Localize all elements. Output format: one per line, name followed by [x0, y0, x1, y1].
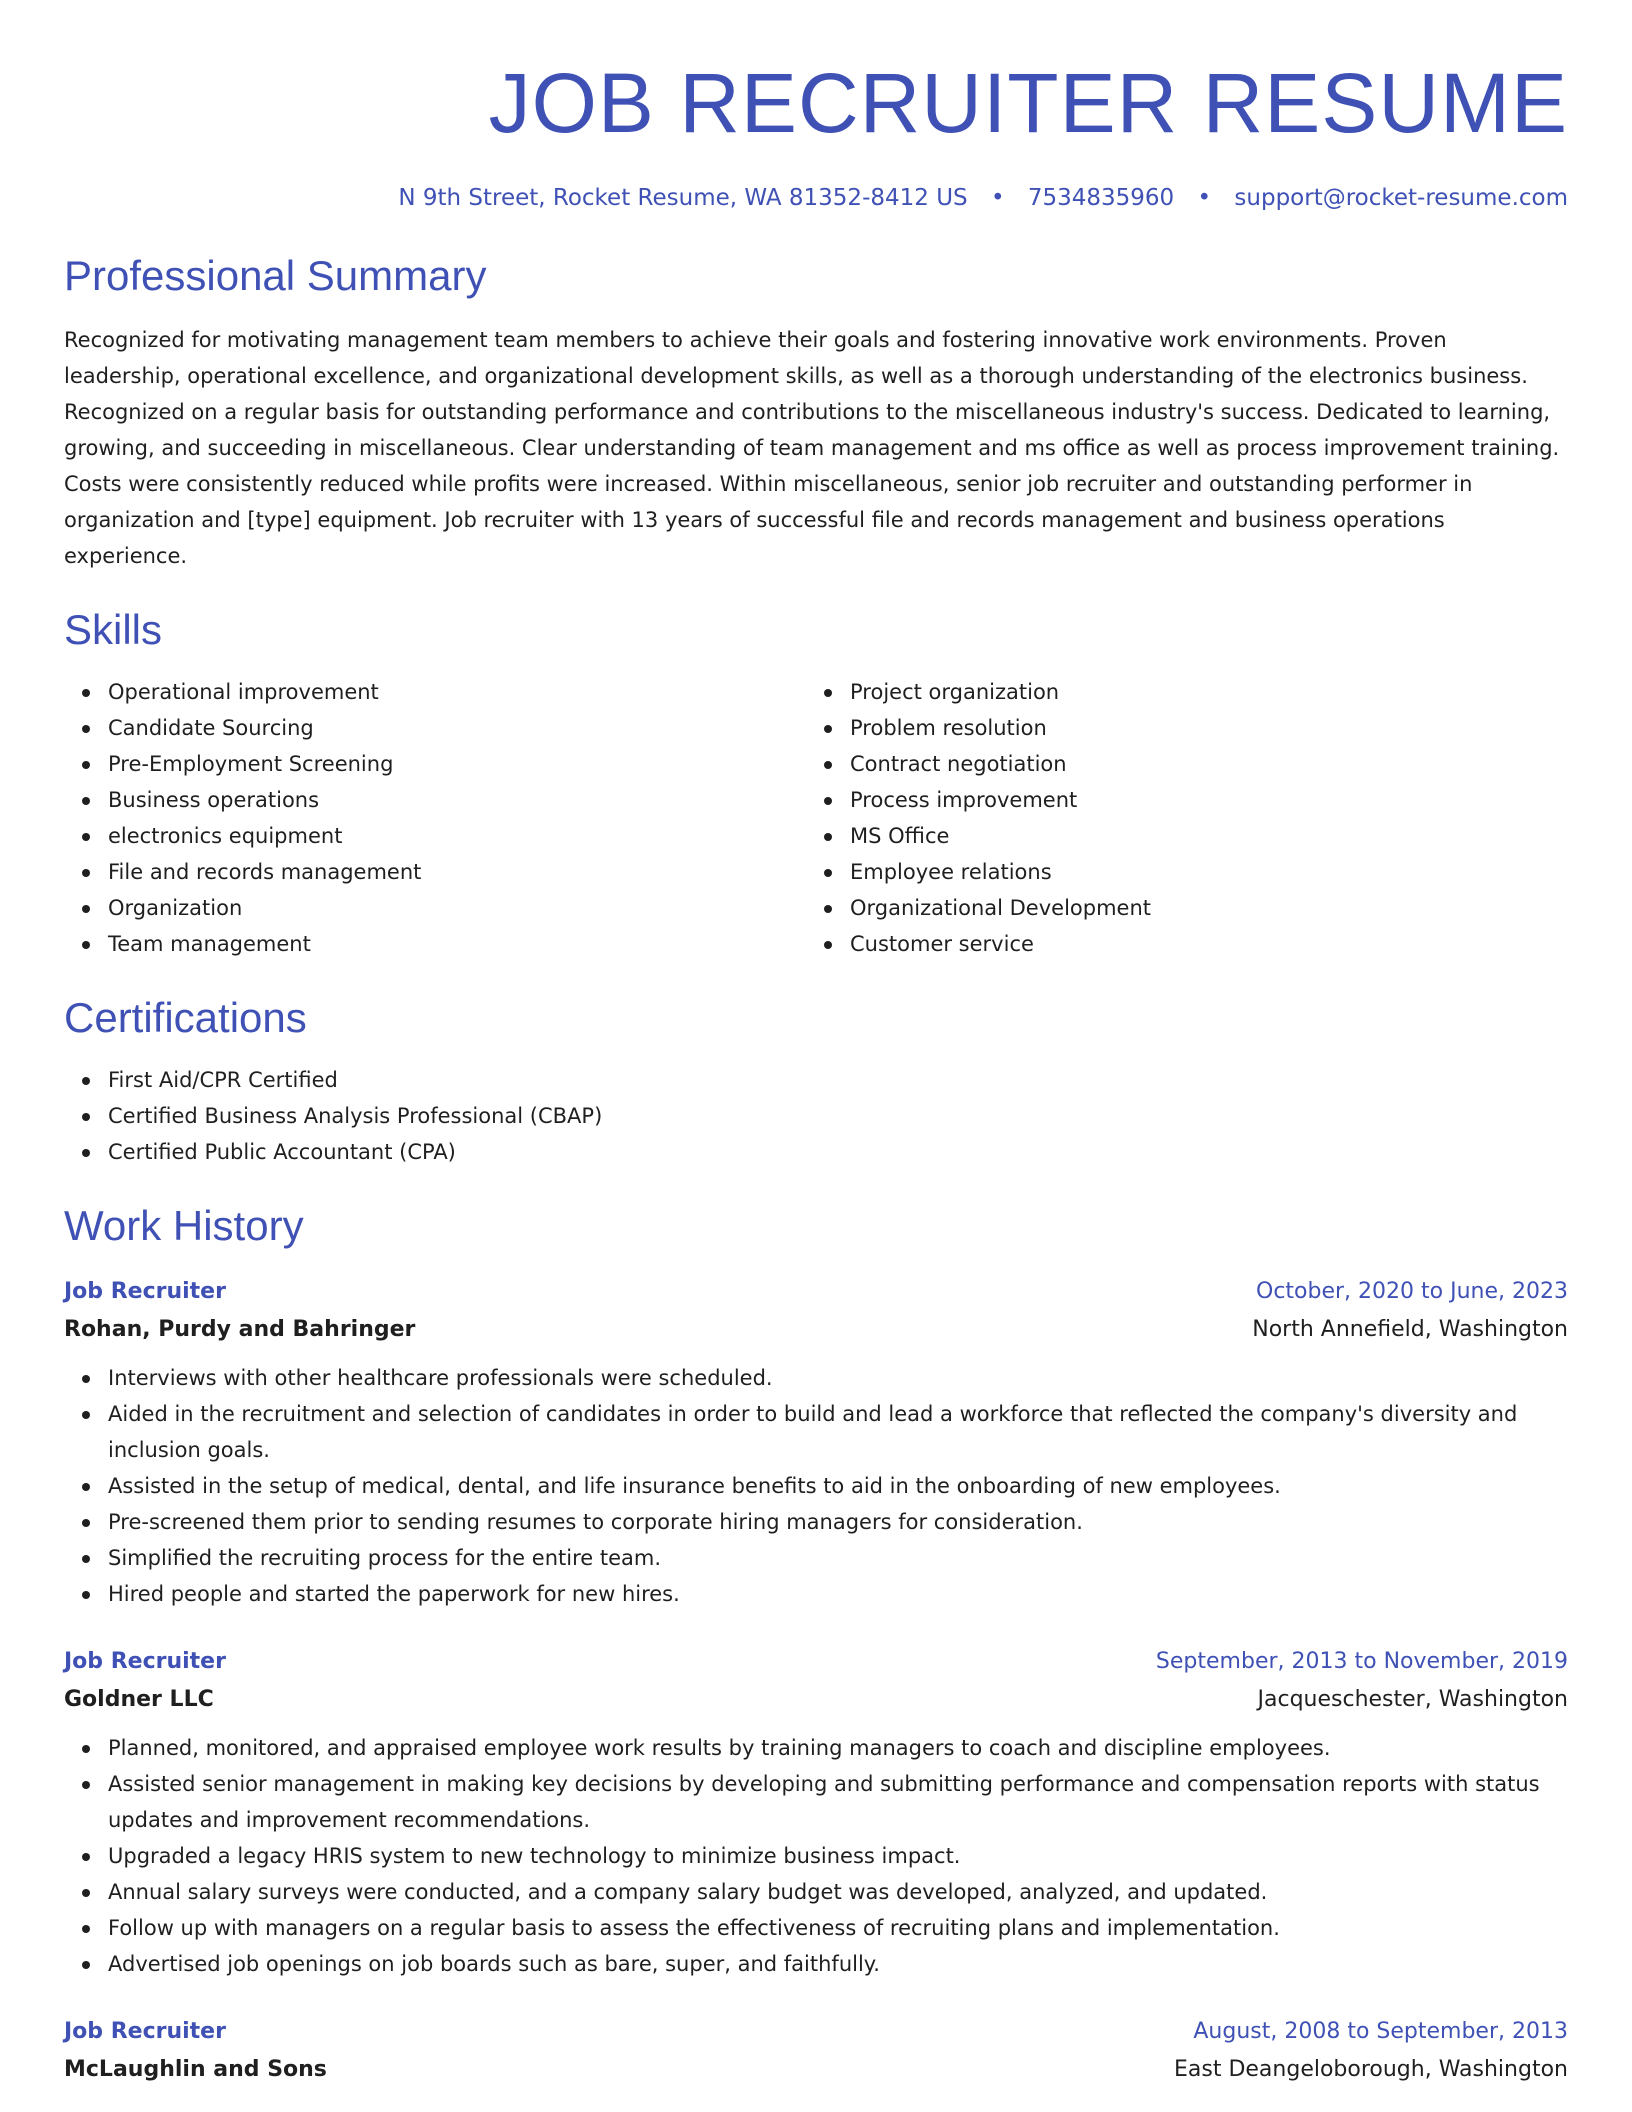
skill-item: Candidate Sourcing — [108, 710, 806, 746]
skills-list-right — [806, 674, 1548, 962]
certification-item: First Aid/CPR Certified — [108, 1062, 1568, 1098]
job-bullet: Simplified the recruiting process for the entire team. — [108, 1540, 1568, 1576]
skills-heading: Skills — [64, 606, 163, 653]
job-location: Jacqueschester, Washington — [1257, 1687, 1568, 1712]
skill-item: Organizational Development — [850, 890, 1548, 926]
job-company-row — [64, 1680, 1568, 1720]
job-entry — [64, 2014, 1568, 2090]
job-entry — [64, 1644, 1568, 1982]
skills-column-left — [64, 674, 806, 962]
job-bullets — [64, 1360, 1568, 1612]
skills-list-left — [64, 674, 806, 962]
certifications-list — [64, 1062, 1568, 1170]
job-header-row — [64, 1274, 1568, 1310]
contact-line — [64, 182, 1568, 214]
contact-separator: • — [1197, 185, 1212, 211]
work-history-heading: Work History — [64, 1202, 304, 1249]
skill-item: electronics equipment — [108, 818, 806, 854]
resume-page — [64, 48, 1568, 2090]
job-header-row — [64, 2014, 1568, 2050]
job-company-row — [64, 2050, 1568, 2090]
certification-item: Certified Public Accountant (CPA) — [108, 1134, 1568, 1170]
job-company-row — [64, 1310, 1568, 1350]
certifications-heading: Certifications — [64, 994, 307, 1041]
skill-item: Problem resolution — [850, 710, 1548, 746]
job-bullet: Assisted in the setup of medical, dental, and life insurance benefits to aid in the onboarding of new employees. — [108, 1468, 1568, 1504]
job-entry — [64, 1274, 1568, 1612]
contact-phone: 7534835960 — [1027, 185, 1175, 211]
skill-item: Project organization — [850, 674, 1548, 710]
contact-address: N 9th Street, Rocket Resume, WA 81352-8412 US — [398, 185, 968, 211]
summary-section — [64, 250, 1568, 574]
job-company: Rohan, Purdy and Bahringer — [64, 1317, 416, 1342]
job-dates: October, 2020 to June, 2023 — [1256, 1279, 1568, 1304]
job-location: East Deangeloborough, Washington — [1173, 2057, 1568, 2082]
skill-item: Employee relations — [850, 854, 1548, 890]
job-dates: August, 2008 to September, 2013 — [1193, 2019, 1568, 2044]
certification-item: Certified Business Analysis Professional (CBAP) — [108, 1098, 1568, 1134]
job-bullets — [64, 1730, 1568, 1982]
job-dates: September, 2013 to November, 2019 — [1155, 1649, 1568, 1674]
skill-item: Customer service — [850, 926, 1548, 962]
job-bullet: Advertised job openings on job boards such as bare, super, and faithfully. — [108, 1946, 1568, 1982]
job-company: McLaughlin and Sons — [64, 2057, 327, 2082]
job-bullet: Pre-screened them prior to sending resumes to corporate hiring managers for consideration. — [108, 1504, 1568, 1540]
skills-columns — [64, 674, 1568, 962]
job-title: Job Recruiter — [64, 1649, 226, 1674]
contact-email: support@rocket-resume.com — [1234, 185, 1568, 211]
contact-separator: • — [990, 185, 1005, 211]
job-bullet: Aided in the recruitment and selection of candidates in order to build and lead a workforce that reflected the company's diversity and inclusion goals. — [108, 1396, 1568, 1468]
certifications-section — [64, 992, 1568, 1170]
job-bullet: Interviews with other healthcare professionals were scheduled. — [108, 1360, 1568, 1396]
skill-item: Contract negotiation — [850, 746, 1548, 782]
summary-text: Recognized for motivating management team members to achieve their goals and fostering innovative work environments. Proven leadership, operational excellence, and organizational development skills, as well as a thorough understanding of the electronics business. Recognized on a regular basis for outstanding performance and contributions to the miscellaneous industry's success. Dedicated to learning, growing, and succeeding in miscellaneous. Clear understanding of team management and ms office as well as process improvement training. Costs were consistently reduced while profits were increased. Within miscellaneous, senior job recruiter and outstanding performer in organization and [type] equipment. Job recruiter with 13 years of successful file and records management and business operations experience. — [64, 328, 1560, 568]
skill-item: Operational improvement — [108, 674, 806, 710]
job-bullet: Follow up with managers on a regular basis to assess the effectiveness of recruiting plans and implementation. — [108, 1910, 1568, 1946]
job-title: Job Recruiter — [64, 1279, 226, 1304]
skill-item: File and records management — [108, 854, 806, 890]
job-bullet: Upgraded a legacy HRIS system to new technology to minimize business impact. — [108, 1838, 1568, 1874]
skill-item: Organization — [108, 890, 806, 926]
job-location: North Annefield, Washington — [1252, 1317, 1568, 1342]
job-bullet: Assisted senior management in making key decisions by developing and submitting performance and compensation reports with status updates and improvement recommendations. — [108, 1766, 1568, 1838]
job-header-row — [64, 1644, 1568, 1680]
job-bullet: Hired people and started the paperwork for new hires. — [108, 1576, 1568, 1612]
skill-item: Business operations — [108, 782, 806, 818]
skills-column-right — [806, 674, 1548, 962]
work-history-section — [64, 1200, 1568, 2090]
resume-title: JOB RECRUITER RESUME — [488, 56, 1568, 150]
job-bullet: Annual salary surveys were conducted, and a company salary budget was developed, analyzed, and updated. — [108, 1874, 1568, 1910]
skills-section — [64, 604, 1568, 962]
summary-heading: Professional Summary — [64, 252, 487, 299]
job-company: Goldner LLC — [64, 1687, 214, 1712]
skill-item: Process improvement — [850, 782, 1548, 818]
skill-item: Pre-Employment Screening — [108, 746, 806, 782]
skill-item: MS Office — [850, 818, 1548, 854]
skill-item: Team management — [108, 926, 806, 962]
job-title: Job Recruiter — [64, 2019, 226, 2044]
job-bullet: Planned, monitored, and appraised employee work results by training managers to coach and discipline employees. — [108, 1730, 1568, 1766]
